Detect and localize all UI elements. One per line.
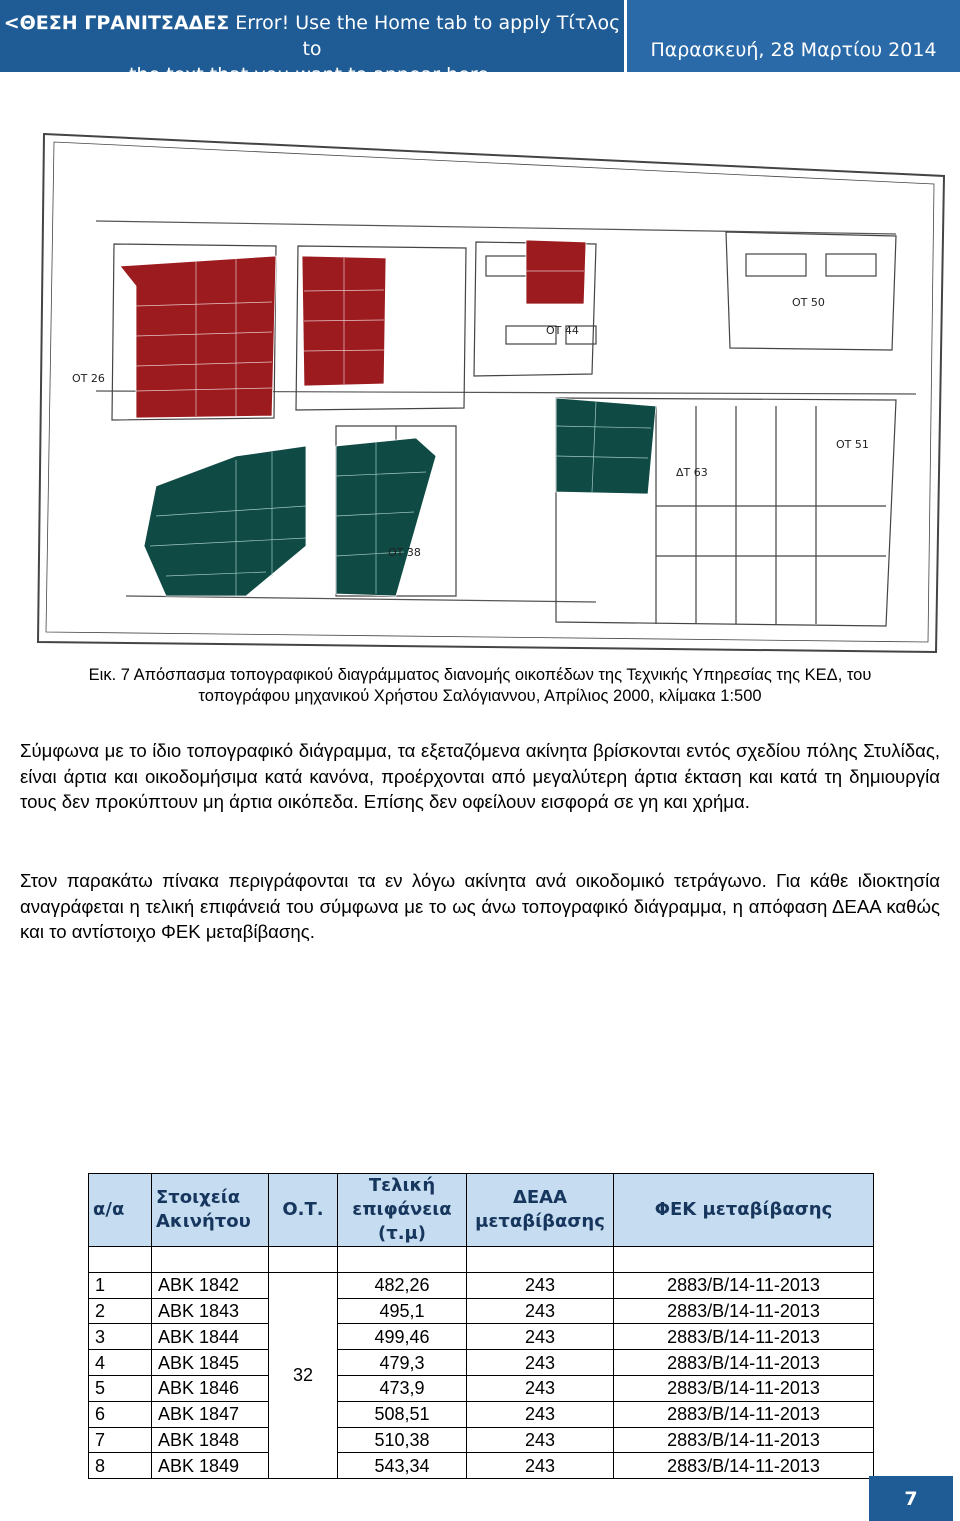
table-row xyxy=(89,1453,874,1479)
cell-area: 473,9 xyxy=(338,1375,467,1401)
header-title-rest: Error! Use the Home tab to apply Τίτλος to xyxy=(229,12,621,60)
table-spacer-row xyxy=(89,1247,874,1273)
table-row xyxy=(89,1272,874,1298)
cell-ot: 32 xyxy=(269,1272,338,1478)
table-row xyxy=(89,1401,874,1427)
header-property-line2: Ακινήτου xyxy=(156,1211,251,1232)
header-area-line1: Τελική xyxy=(368,1175,436,1196)
cell-property: ΑΒΚ 1848 xyxy=(152,1427,269,1453)
cell-deaa: 243 xyxy=(467,1298,614,1324)
red-parcel-block-1 xyxy=(120,256,276,418)
cell-area: 479,3 xyxy=(338,1350,467,1376)
cell-fek: 2883/Β/14-11-2013 xyxy=(614,1324,874,1350)
cell-deaa: 243 xyxy=(467,1324,614,1350)
table-header-row xyxy=(89,1174,874,1247)
cell-num: 7 xyxy=(89,1427,152,1453)
cell-property: ΑΒΚ 1845 xyxy=(152,1350,269,1376)
header-date: Παρασκευή, 28 Μαρτίου 2014 xyxy=(627,0,960,72)
paragraph-location: Σύμφωνα με το ίδιο τοπογραφικό διάγραμμα, τα εξεταζόμενα ακίνητα βρίσκονται εντός σχεδίου πόλης Στυλίδας, είναι άρτια και οικοδομήσιμα κατά κανόνα, προέρχονται από μεγαλύτερη άρτια έκταση και κατά τη δημιουργία τους δεν προκύπτουν μη άρτια οικόπεδα. Επίσης δεν οφείλουν εισφορά σε γη και χρήμα. xyxy=(20,740,940,812)
cell-area: 543,34 xyxy=(338,1453,467,1479)
cell-num: 2 xyxy=(89,1298,152,1324)
header-ot: Ο.Τ. xyxy=(269,1174,338,1247)
topographic-map xyxy=(36,126,952,658)
cell-area: 495,1 xyxy=(338,1298,467,1324)
table-row xyxy=(89,1375,874,1401)
cell-num: 4 xyxy=(89,1350,152,1376)
cell-area: 482,26 xyxy=(338,1272,467,1298)
cell-num: 8 xyxy=(89,1453,152,1479)
header-title-bold: <ΘΕΣΗ ΓΡΑΝΙΤΣΑΔΕΣ xyxy=(3,12,230,34)
header-property xyxy=(152,1174,269,1247)
cell-area: 508,51 xyxy=(338,1401,467,1427)
green-parcel-block-2 xyxy=(336,438,436,596)
header-area-line2: επιφάνεια (τ.μ) xyxy=(352,1199,452,1244)
cell-fek: 2883/Β/14-11-2013 xyxy=(614,1298,874,1324)
header-title-line1 xyxy=(0,10,624,62)
header-deaa-line1: ΔΕΑΑ xyxy=(512,1187,568,1208)
header-title-bar xyxy=(0,0,624,86)
map-label-ot26: ΟΤ 26 xyxy=(72,372,105,385)
page-number: 7 xyxy=(869,1476,953,1521)
cell-deaa: 243 xyxy=(467,1350,614,1376)
map-label-ot50: ΟΤ 50 xyxy=(792,296,825,309)
header-area xyxy=(338,1174,467,1247)
map-label-ot44: ΟΤ 44 xyxy=(546,324,579,337)
figure-caption-line2: τοπογράφου μηχανικού Χρήστου Σαλόγιαννου, Απρίλιος 2000, κλίμακα 1:500 xyxy=(198,687,762,705)
table-row xyxy=(89,1427,874,1453)
figure-caption xyxy=(40,665,920,707)
green-parcel-block-3 xyxy=(556,398,656,494)
figure-caption-line1: Εικ. 7 Απόσπασμα τοπογραφικού διαγράμματος διανομής οικοπέδων της Τεχνικής Υπηρεσίας της ΚΕΔ, του xyxy=(88,666,872,684)
paragraph-table-intro: Στον παρακάτω πίνακα περιγράφονται τα εν λόγω ακίνητα ανά οικοδομικό τετράγωνο. Για κάθε ιδιοκτησία αναγράφεται η τελική επιφάνειά του σύμφωνα με το ως άνω τοπογραφικό διάγραμμα, η απόφαση ΔΕΑΑ καθώς και το αντίστοιχο ΦΕΚ μεταβίβασης. xyxy=(20,870,940,942)
cell-num: 6 xyxy=(89,1401,152,1427)
properties-table xyxy=(88,1173,874,1479)
cell-num: 3 xyxy=(89,1324,152,1350)
cell-fek: 2883/Β/14-11-2013 xyxy=(614,1453,874,1479)
cell-area: 510,38 xyxy=(338,1427,467,1453)
cell-area: 499,46 xyxy=(338,1324,467,1350)
header-fek: ΦΕΚ μεταβίβασης xyxy=(614,1174,874,1247)
cell-property: ΑΒΚ 1849 xyxy=(152,1453,269,1479)
cell-deaa: 243 xyxy=(467,1272,614,1298)
block-outline-4 xyxy=(726,232,896,350)
cell-property: ΑΒΚ 1844 xyxy=(152,1324,269,1350)
header-title-line2: the text that you want to appear here. xyxy=(129,64,495,86)
cell-fek: 2883/Β/14-11-2013 xyxy=(614,1375,874,1401)
cell-deaa: 243 xyxy=(467,1401,614,1427)
cell-property: ΑΒΚ 1843 xyxy=(152,1298,269,1324)
map-label-ot51: ΟΤ 51 xyxy=(836,438,869,451)
cell-property: ΑΒΚ 1847 xyxy=(152,1401,269,1427)
cell-fek: 2883/Β/14-11-2013 xyxy=(614,1350,874,1376)
cell-num: 5 xyxy=(89,1375,152,1401)
table-row xyxy=(89,1298,874,1324)
map-label-ot63: ΔΤ 63 xyxy=(676,466,708,479)
table-row xyxy=(89,1350,874,1376)
header-property-line1: Στοιχεία xyxy=(156,1187,241,1208)
cell-property: ΑΒΚ 1842 xyxy=(152,1272,269,1298)
cell-num: 1 xyxy=(89,1272,152,1298)
header-num: α/α xyxy=(89,1174,152,1247)
cell-fek: 2883/Β/14-11-2013 xyxy=(614,1427,874,1453)
cell-property: ΑΒΚ 1846 xyxy=(152,1375,269,1401)
cell-fek: 2883/Β/14-11-2013 xyxy=(614,1401,874,1427)
cell-fek: 2883/Β/14-11-2013 xyxy=(614,1272,874,1298)
map-label-ot38: ΟΤ 38 xyxy=(388,546,421,559)
header-deaa xyxy=(467,1174,614,1247)
header-deaa-line2: μεταβίβασης xyxy=(475,1211,605,1232)
cell-deaa: 243 xyxy=(467,1375,614,1401)
cell-deaa: 243 xyxy=(467,1427,614,1453)
red-parcel-block-3 xyxy=(526,240,586,304)
cell-deaa: 243 xyxy=(467,1453,614,1479)
table-row xyxy=(89,1324,874,1350)
